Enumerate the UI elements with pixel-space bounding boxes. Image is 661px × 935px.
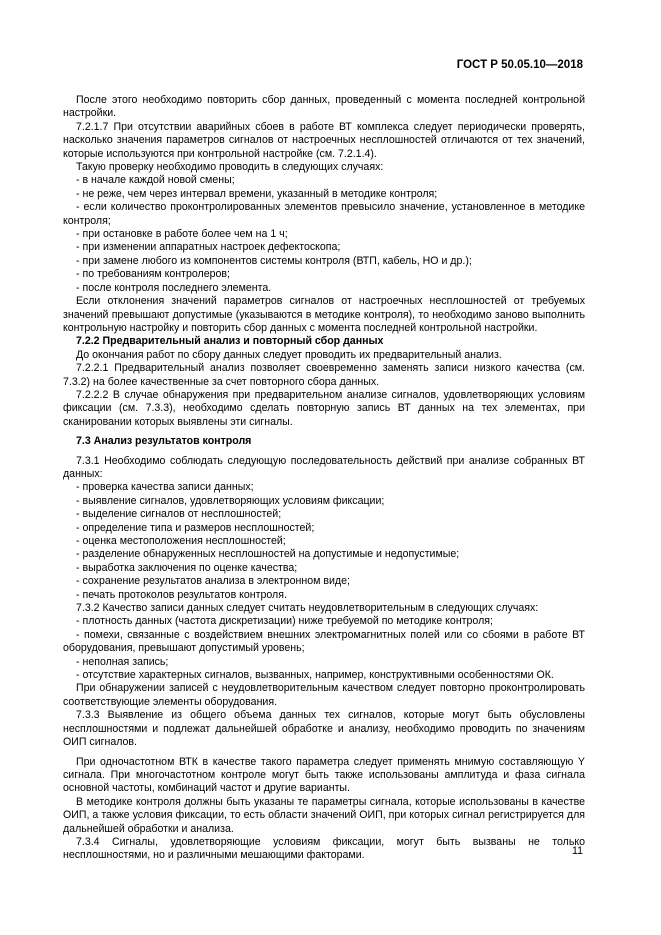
list-item: - проверка качества записи данных; [76,481,254,494]
list-item: - помехи, связанные с воздействием внешних электромагнитных полей или со сбоями в работе ВТ оборудования, превышают допустимый уровень; [63,628,585,655]
paragraph: При одночастотном ВТК в качестве такого параметра следует применять мнимую составляющую Y сигнала. При многочастотном контроле могут быть также использованы амплитуда и фаза сигнала основной частоты, комбинаций частот и другие варианты. [63,755,585,795]
document-header-id: ГОСТ Р 50.05.10—2018 [456,59,583,71]
document-body [63,94,585,863]
paragraph: 7.3.3 Выявление из общего объема данных тех сигналов, которые могут быть обусловлены несплошностями и подлежат дальнейшей обработке и анализу, необходимо проводить по значениям ОИП сигналов. [63,709,585,749]
list-item: - разделение обнаруженных несплошностей на допустимые и недопустимые; [76,548,460,561]
paragraph: 7.2.1.7 При отсутствии аварийных сбоев в работе ВТ комплекса следует периодически проверять, насколько значения параметров сигналов от настроечных несплошностей отличаются от тех значений, которые используются при контрольной настройке (см. 7.2.1.4). [63,120,585,160]
list-item: - по требованиям контролеров; [76,268,230,281]
list-item: - сохранение результатов анализа в электронном виде; [76,575,350,588]
list-item: - если количество проконтролированных элементов превысило значение, установленное в методике контроля; [63,201,585,227]
paragraph: 7.2.2.1 Предварительный анализ позволяет своевременно заменять записи низкого качества (см. 7.3.2) на более качественные за счет повторного сбора данных. [63,362,585,388]
paragraph: Если отклонения значений параметров сигналов от настроечных несплошностей от требуемых значений превышают допустимые (указываются в методике контроля), то необходимо заново выполнить контрольную настройку и повторить сбор данных с момента последней контрольной настройки. [63,295,585,334]
list-item: - при изменении аппаратных настроек дефектоскопа; [76,241,341,254]
list-item: - выделение сигналов от несплошностей; [76,508,282,521]
list-item: - не реже, чем через интервал времени, указанный в методике контроля; [76,187,438,200]
paragraph: После этого необходимо повторить сбор данных, проведенный с момента последней контрольной настройки. [63,94,585,120]
page-number: 11 [572,845,583,857]
paragraph: Такую проверку необходимо проводить в следующих случаях: [76,161,384,174]
paragraph: 7.3.4 Сигналы, удовлетворяющие условиям фиксации, могут быть вызваны не только несплошностями, но и различными мешающими факторами. [63,835,585,862]
list-item: - при замене любого из компонентов системы контроля (ВТП, кабель, НО и др.); [76,254,472,267]
paragraph: При обнаружении записей с неудовлетворительным качеством следует повторно проконтролировать соответствующие элементы оборудования. [63,682,585,708]
list-item: - печать протоколов результатов контроля. [76,588,287,601]
paragraph: До окончания работ по сбору данных следует проводить их предварительный анализ. [76,348,502,361]
list-item: - определение типа и размеров несплошностей; [76,521,315,534]
paragraph: 7.3.1 Необходимо соблюдать следующую последовательность действий при анализе собранных ВТ данных: [63,454,585,480]
paragraph: 7.2.2.2 В случае обнаружения при предварительном анализе сигналов, удовлетворяющих условиям фиксации (см. 7.3.3), необходимо сделать повторную запись ВТ данных на тех элементах, при сканировании которых выявлены эти сигналы. [63,388,585,428]
list-item: - отсутствие характерных сигналов, вызванных, например, конструктивными особенностями ОК. [76,669,554,682]
list-item: - выявление сигналов, удовлетворяющих условиям фиксации; [76,494,385,507]
list-item: - неполная запись; [76,655,169,668]
list-item: - выработка заключения по оценке качества; [76,561,298,574]
list-item: - оценка местоположения несплошностей; [76,535,286,547]
section-heading: 7.2.2 Предварительный анализ и повторный сбор данных [76,335,384,348]
list-item: - плотность данных (частота дискретизации) ниже требуемой по методике контроля; [76,615,493,628]
paragraph: В методике контроля должны быть указаны те параметры сигнала, которые использованы в качестве ОИП, а также условия фиксации, то есть области значений ОИП, при которых сигнал регистрируется для дальнейшей обработки и анализа. [63,795,585,835]
list-item: - при остановке в работе более чем на 1 ч; [76,228,288,241]
list-item: - после контроля последнего элемента. [76,281,272,294]
section-heading: 7.3 Анализ результатов контроля [76,435,252,448]
list-item: - в начале каждой новой смены; [76,174,235,187]
paragraph: 7.3.2 Качество записи данных следует считать неудовлетворительным в следующих случаях: [76,602,539,615]
